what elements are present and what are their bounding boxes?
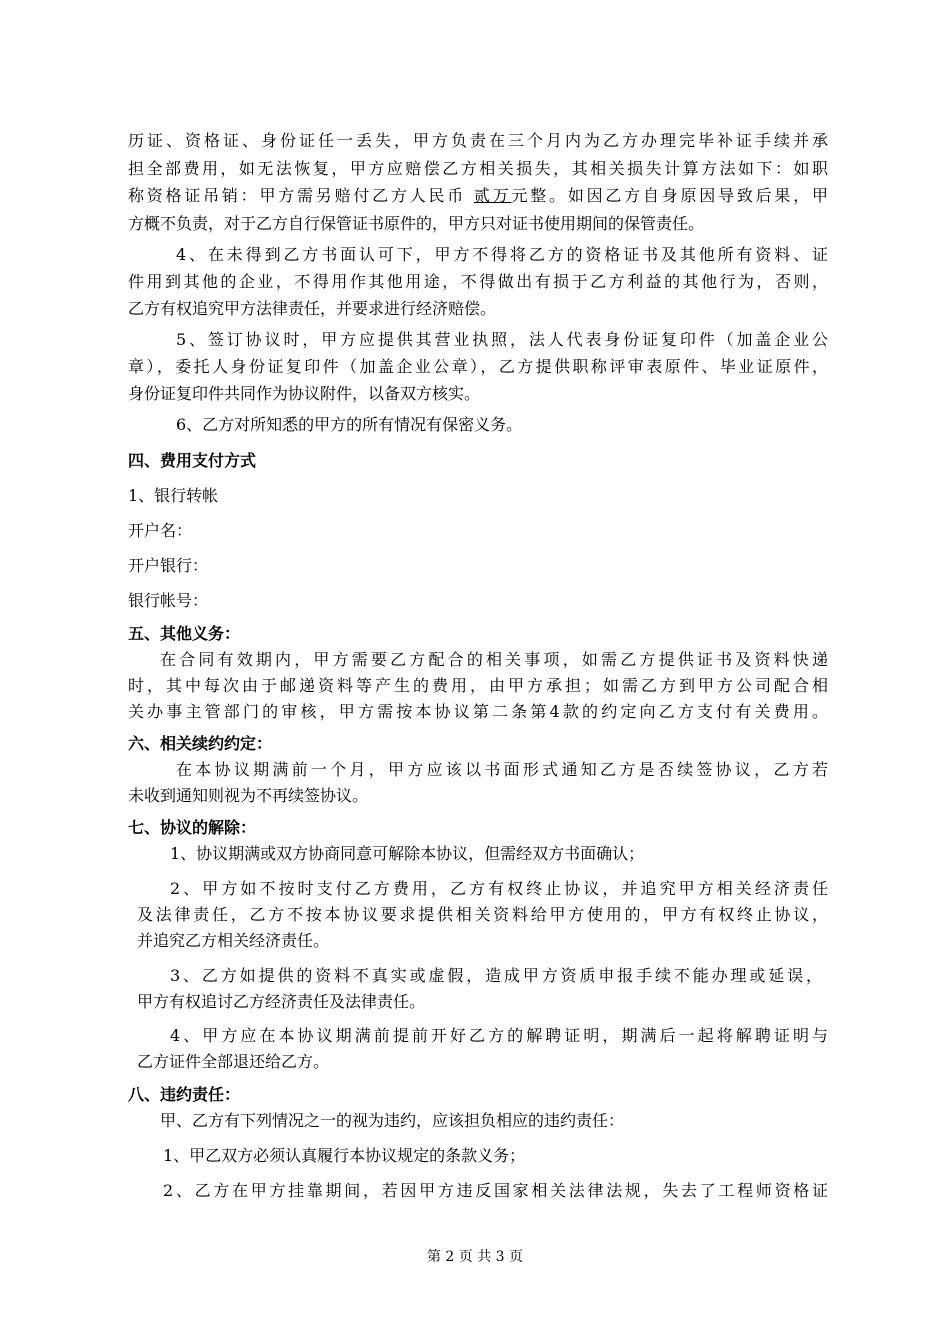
page-number: 第 2 页 共 3 页 [426,1249,524,1265]
text-line: 乙方证件全部退还给乙方。 [137,1052,330,1071]
text-line: 5、签订协议时，甲方应提供其营业执照，法人代表身份证复印件（加盖企业公 [176,330,828,349]
text-line: 3、乙方如提供的资料不真实或虚假，造成甲方资质申报手续不能办理或延误， [170,966,822,985]
text-span: 元整。如因乙方自身原因导致后果，甲 [511,186,828,205]
text-line: 件用到其他的企业，不得用作其他用途，不得做出有损于乙方利益的其他行为，否则， [128,272,828,291]
text-line: 在合同有效期内，甲方需要乙方配合的相关事项，如需乙方提供证书及资料快递 [160,650,828,669]
section-heading: 五、其他义务： [128,624,241,643]
form-label-account-name: 开户名： [128,521,193,540]
text-line: 身份证复印件共同作为协议附件，以备双方核实。 [128,384,481,403]
section-heading: 四、费用支付方式 [128,451,257,470]
text-line: 4、甲方应在本协议期满前提前开好乙方的解聘证明，期满后一起将解聘证明与 [170,1026,828,1045]
section-heading: 六、相关续约约定： [128,734,273,753]
text-line: 及法律责任，乙方不按本协议要求提供相关资料给甲方使用的，甲方有权终止协议， [137,905,828,924]
text-line: 历证、资格证、身份证任一丢失，甲方负责在三个月内为乙方办理完毕补证手续并承 [128,131,828,150]
text-line: 方概不负责，对于乙方自行保管证书原件的，甲方只对证书使用期间的保管责任。 [128,214,705,233]
text-line: 甲方有权追讨乙方经济责任及法律责任。 [137,992,426,1011]
text-line [128,186,828,206]
amount-underlined: 贰万 [473,186,512,205]
text-line: 4、在未得到乙方书面认可下，甲方不得将乙方的资格证书及其他所有资料、证 [176,245,828,264]
section-heading: 八、违约责任： [128,1085,241,1104]
text-line: 担全部费用，如无法恢复，甲方应赔偿乙方相关损失，其相关损失计算方法如下：如职 [128,159,828,178]
text-line: 甲、乙方有下列情况之一的视为违约，应该担负相应的违约责任： [160,1111,625,1130]
text-line: 在本协议期满前一个月，甲方应该以书面形式通知乙方是否续签协议，乙方若 [176,760,828,779]
text-line: 1、甲乙双方必须认真履行本协议规定的条款义务； [163,1146,526,1165]
text-span: 称资格证吊销：甲方需另赔付乙方人民币 [128,186,474,205]
text-line: 2、乙方在甲方挂靠期间，若因甲方违反国家相关法律法规，失去了工程师资格证 [163,1181,828,1200]
text-line: 1、协议期满或双方协商同意可解除本协议，但需经双方书面确认； [170,844,645,863]
form-label-account-number: 银行帐号： [128,591,209,610]
text-line: 乙方有权追究甲方法律责任，并要求进行经济赔偿。 [128,299,497,318]
text-line: 6、乙方对所知悉的甲方的所有情况有保密义务。 [176,415,523,434]
text-line: 1、银行转帐 [128,486,219,505]
text-line: 章），委托人身份证复印件（加盖企业公章），乙方提供职称评审表原件、毕业证原件， [128,357,828,376]
text-line: 时，其中每次由于邮递资料等产生的费用，由甲方承担；如需乙方到甲方公司配合相 [128,676,828,695]
text-line: 未收到通知则视为不再续签协议。 [128,786,369,805]
text-line: 并追究乙方相关经济责任。 [137,931,330,950]
form-label-bank: 开户银行： [128,556,209,575]
section-heading: 七、协议的解除： [128,818,257,837]
text-line: 2、甲方如不按时支付乙方费用，乙方有权终止协议，并追究甲方相关经济责任 [170,879,828,898]
text-line: 关办事主管部门的审核，甲方需按本协议第二条第4款的约定向乙方支付有关费用。 [128,702,828,721]
